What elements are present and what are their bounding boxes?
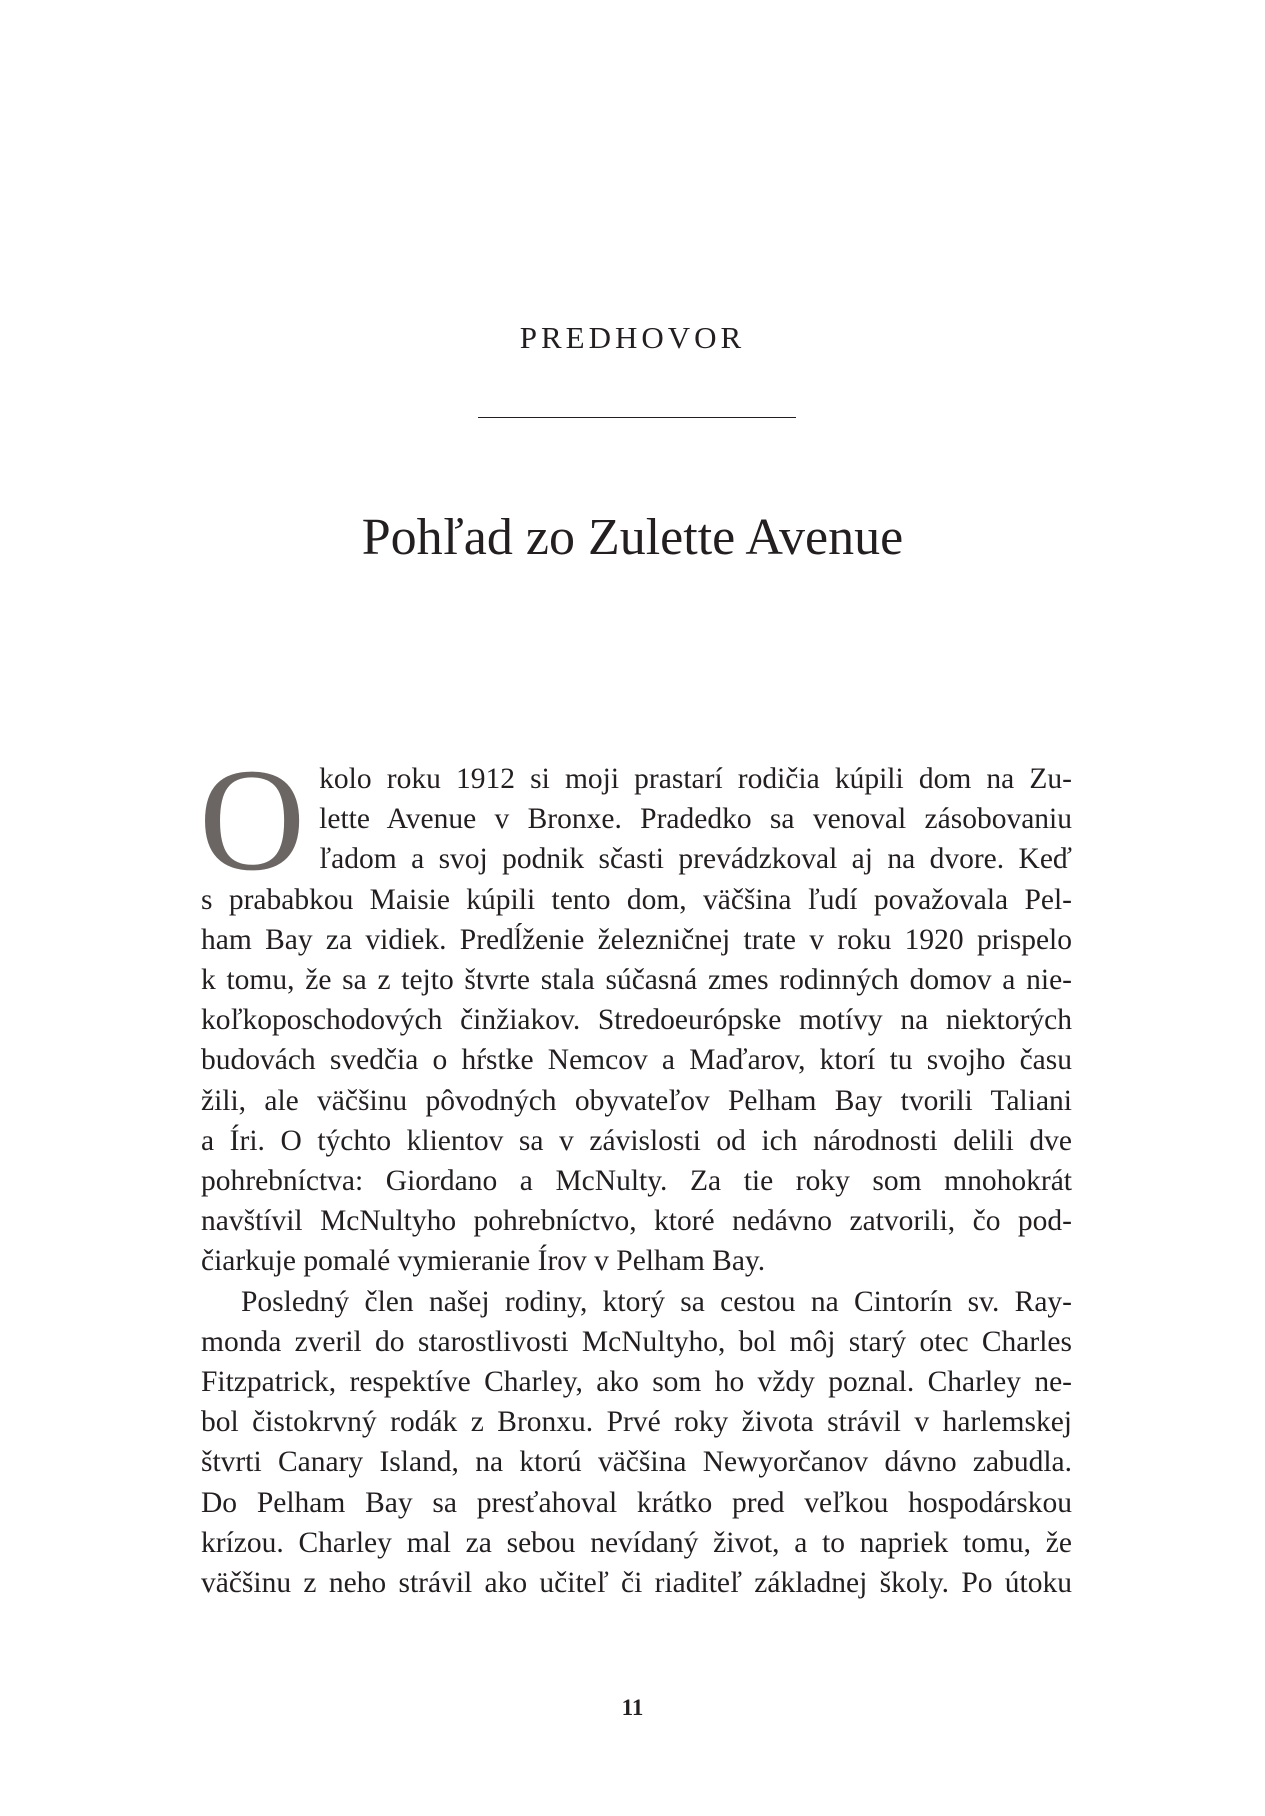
text-line: k tomu, že sa z tejto štvrte stala súčasná zmes rodinných domov a nie- xyxy=(201,964,1072,997)
text-line: bol čistokrvný rodák z Bronxu. Prvé roky života strávil v harlemskej xyxy=(201,1406,1072,1439)
body-text xyxy=(199,738,1072,1603)
text-line: s prababkou Maisie kúpili tento dom, väčšina ľudí považovala Pel- xyxy=(201,883,1072,916)
text-line: koľkoposchodových činžiakov. Stredoeurópske motívy na niektorých xyxy=(201,1004,1072,1037)
section-label: PREDHOVOR xyxy=(519,320,746,355)
text-line: budovách svedčia o hŕstke Nemcov a Maďarov, ktorí tu svojho času xyxy=(201,1044,1072,1077)
drop-cap: O xyxy=(199,738,306,901)
text-line: ham Bay za vidiek. Predĺženie železničnej trate v roku 1920 prispelo xyxy=(201,923,1072,956)
paragraph-1 xyxy=(199,738,1072,1282)
text-line: monda zveril do starostlivosti McNultyho, bol môj starý otec Charles xyxy=(201,1325,1072,1358)
text-line: krízou. Charley mal za sebou nevídaný život, a to napriek tomu, že xyxy=(201,1526,1072,1559)
text-line: kolo roku 1912 si moji prastarí rodičia kúpili dom na Zu- xyxy=(319,763,1072,795)
text-line: ľadom a svoj podnik sčasti prevádzkoval aj na dvore. Keď xyxy=(319,843,1072,876)
text-line: a Íri. O týchto klientov sa v závislosti od ich národnosti delili dve xyxy=(201,1124,1072,1157)
text-line: navštívil McNultyho pohrebníctvo, ktoré nedávno zatvorili, čo pod- xyxy=(201,1205,1072,1238)
text-line: Posledný člen našej rodiny, ktorý sa cestou na Cintorín sv. Ray- xyxy=(241,1285,1072,1318)
title-divider xyxy=(478,417,796,418)
text-line: pohrebníctva: Giordano a McNulty. Za tie roky som mnohokrát xyxy=(201,1165,1072,1198)
chapter-title: Pohľad zo Zulette Avenue xyxy=(361,509,904,566)
text-line: väčšinu z neho strávil ako učiteľ či riaditeľ základnej školy. Po útoku xyxy=(201,1567,1072,1600)
paragraph-2 xyxy=(201,1282,1072,1604)
text-line: lette Avenue v Bronxe. Pradedko sa venoval zásobovaniu xyxy=(319,803,1072,836)
text-line: čiarkuje pomalé vymieranie Írov v Pelham Bay. xyxy=(201,1245,766,1278)
text-line: Do Pelham Bay sa presťahoval krátko pred veľkou hospodárskou xyxy=(201,1486,1072,1519)
text-line: Fitzpatrick, respektíve Charley, ako som ho vždy poznal. Charley ne- xyxy=(201,1366,1072,1399)
text-line: štvrti Canary Island, na ktorú väčšina Newyorčanov dávno zabudla. xyxy=(201,1446,1072,1479)
page-number: 11 xyxy=(621,1695,644,1720)
text-line: žili, ale väčšinu pôvodných obyvateľov Pelham Bay tvorili Taliani xyxy=(201,1084,1072,1117)
